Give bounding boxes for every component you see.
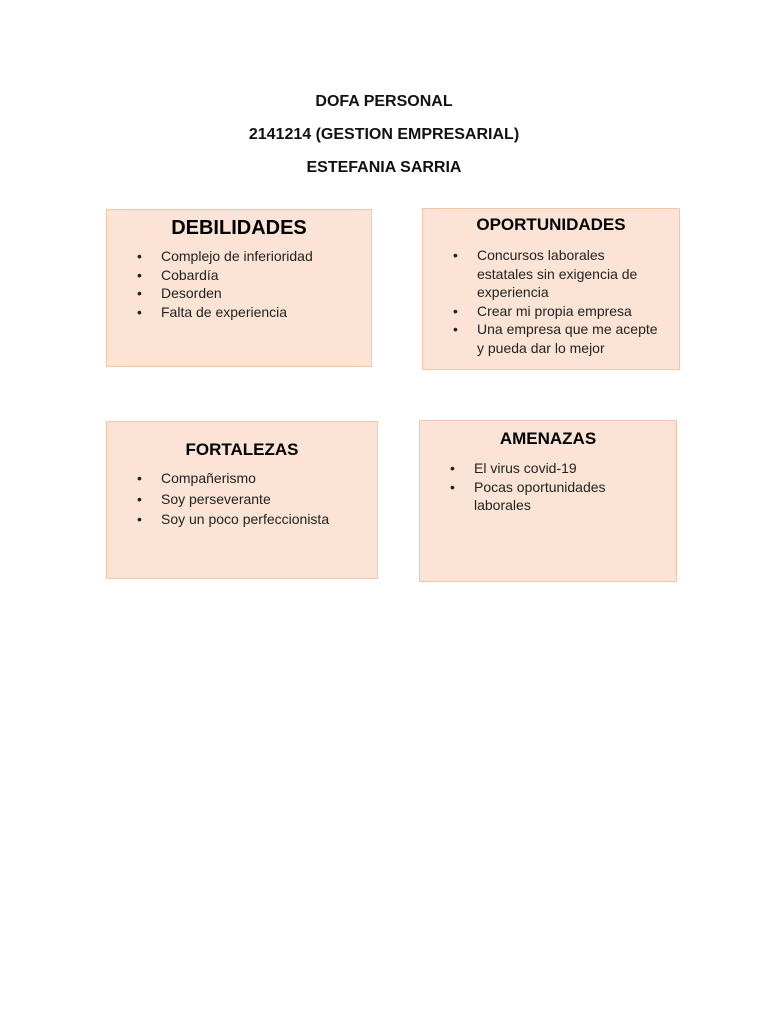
author-line: ESTEFANIA SARRIA [306, 159, 462, 176]
debilidades-box [106, 209, 372, 367]
oportunidades-title: OPORTUNIDADES [476, 215, 626, 234]
debilidades-item: • Cobardía [137, 266, 371, 285]
amenazas-item: • El virus covid-19 [450, 459, 650, 478]
debilidades-item: • Complejo de inferioridad [137, 247, 371, 266]
debilidades-list [137, 247, 371, 321]
fortalezas-box [106, 421, 378, 579]
debilidades-item: • Desorden [137, 284, 371, 303]
oportunidades-item: • Una empresa que me acepte y pueda dar lo mejor [453, 320, 663, 357]
fortalezas-item: • Soy perseverante [137, 489, 377, 510]
course-line: 2141214 (GESTION EMPRESARIAL) [248, 126, 520, 143]
oportunidades-item: • Concursos laborales estatales sin exigencia de experiencia [453, 246, 663, 302]
oportunidades-box [422, 208, 680, 370]
fortalezas-item: • Soy un poco perfeccionista [137, 509, 377, 530]
amenazas-item: • Pocas oportunidades laborales [450, 478, 650, 515]
document-title: DOFA PERSONAL [315, 93, 453, 110]
fortalezas-title: FORTALEZAS [185, 440, 299, 459]
amenazas-title: AMENAZAS [499, 429, 597, 448]
oportunidades-list [453, 246, 663, 358]
amenazas-box [419, 420, 677, 582]
debilidades-item: • Falta de experiencia [137, 303, 371, 322]
fortalezas-list [137, 468, 377, 530]
oportunidades-item: • Crear mi propia empresa [453, 302, 663, 321]
fortalezas-item: • Compañerismo [137, 468, 377, 489]
amenazas-list [450, 459, 650, 515]
debilidades-title: DEBILIDADES [171, 217, 307, 239]
